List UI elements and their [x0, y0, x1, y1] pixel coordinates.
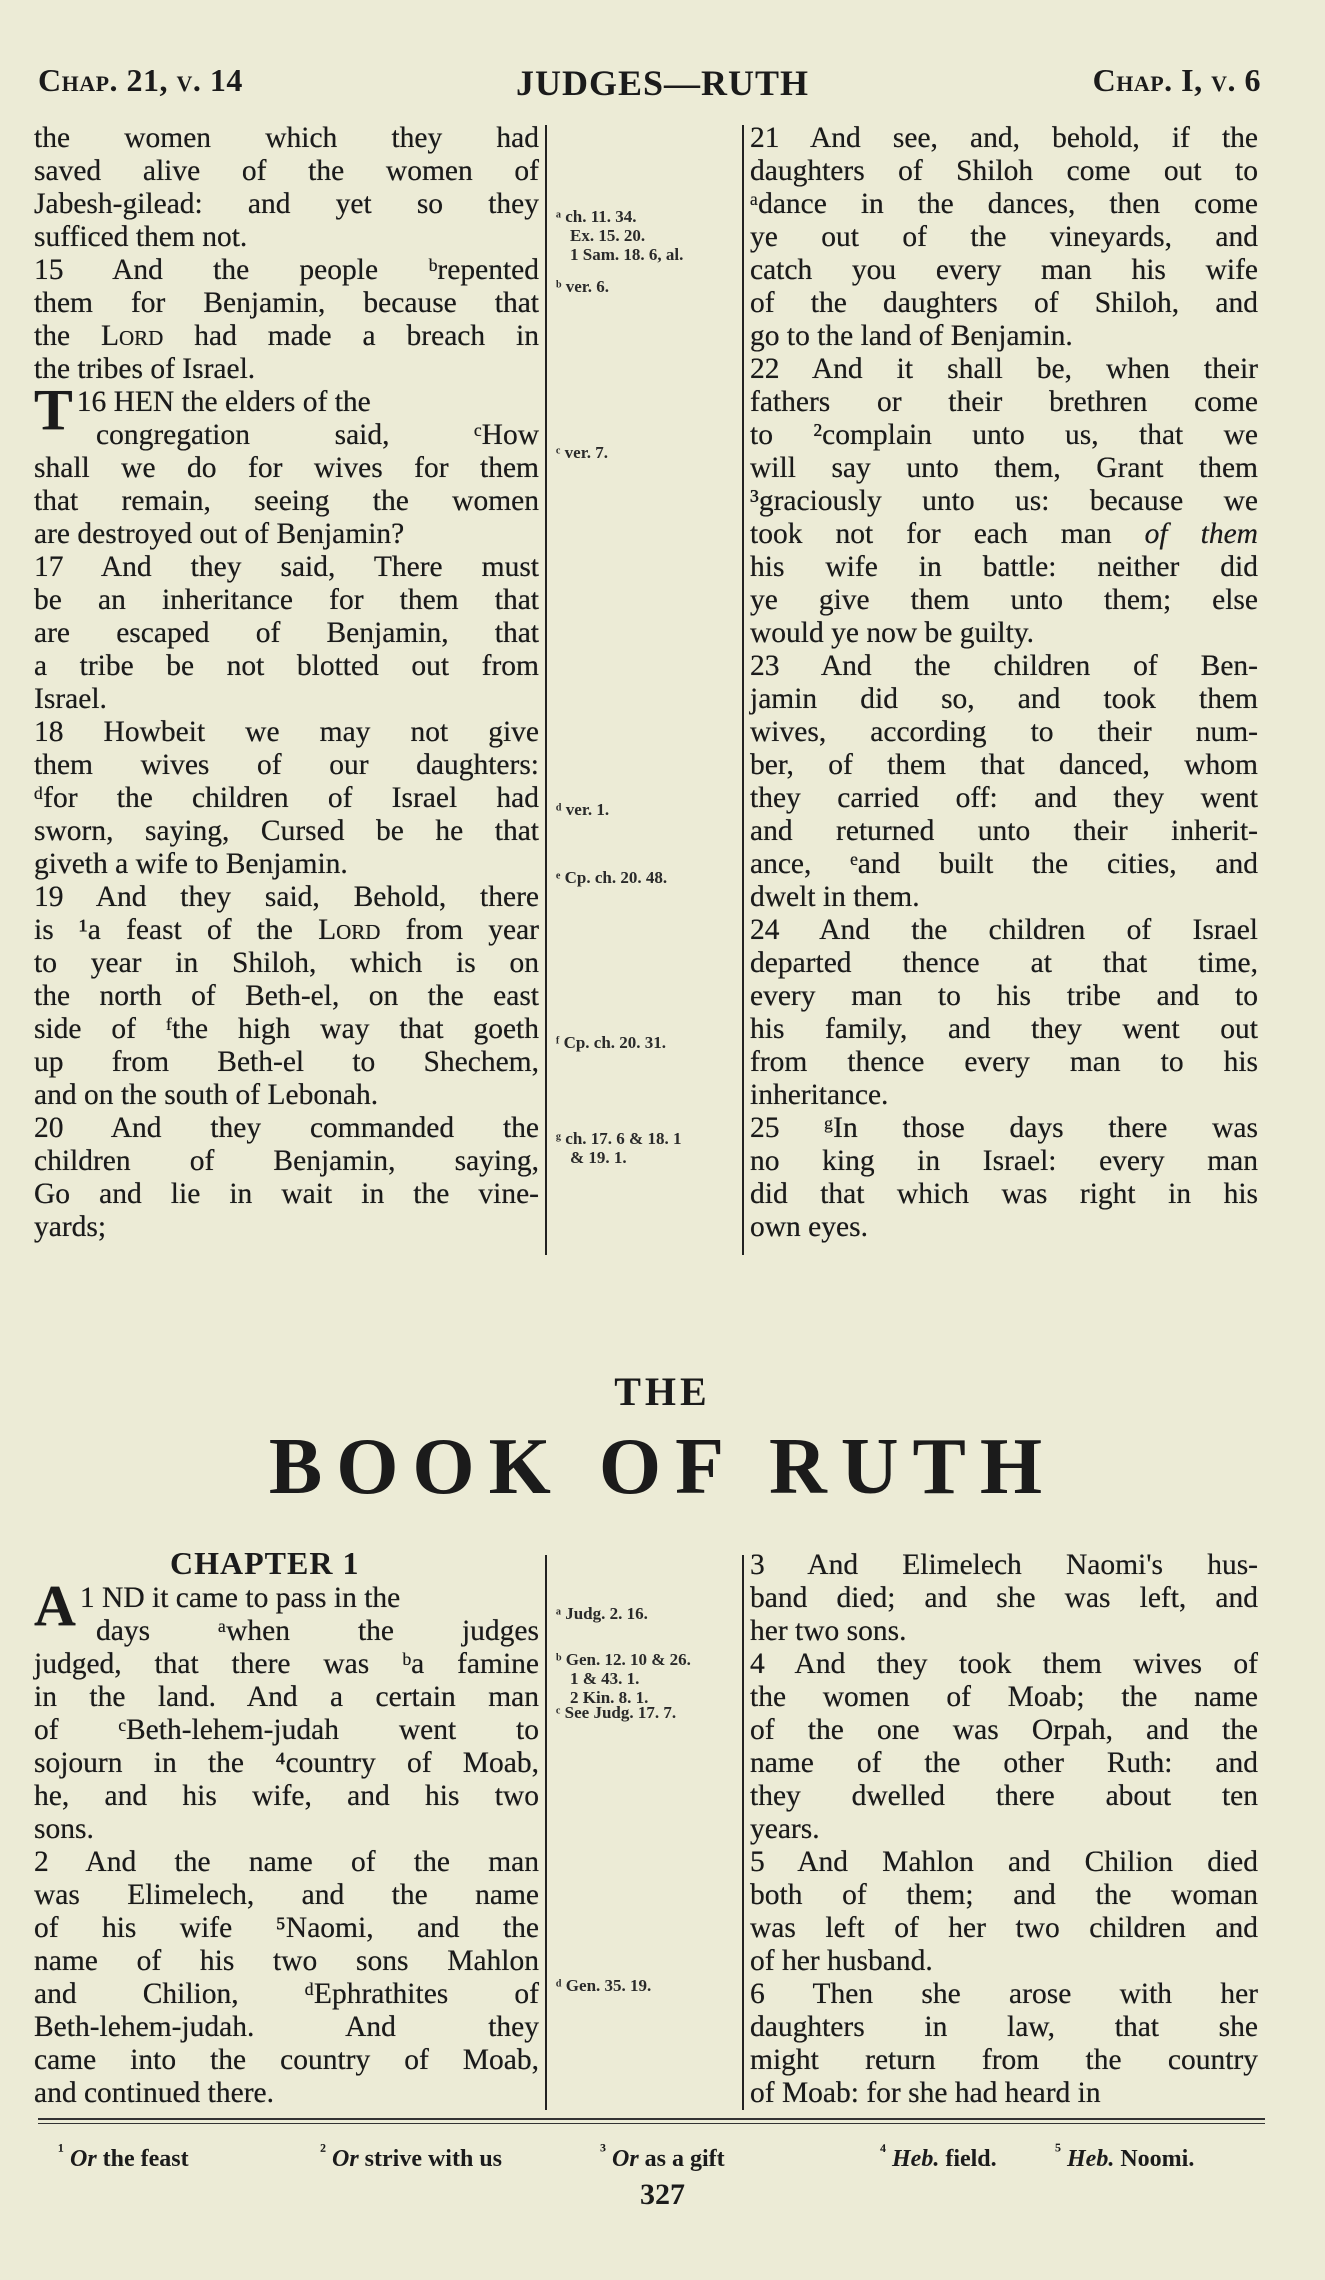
- book-title-the: THE: [614, 1369, 711, 1414]
- text-segment: the: [34, 320, 101, 352]
- small-caps-word: Lord: [318, 914, 381, 946]
- margin-reference-line: ᵃ Judg. 2. 16.: [556, 1604, 648, 1623]
- text-line: shall we do for wives for them: [34, 452, 539, 484]
- ruth-left-column: [34, 1573, 539, 2110]
- text-line: days ᵃwhen the judges: [96, 1615, 539, 1647]
- text-line: they carried off: and they went: [750, 782, 1258, 814]
- text-segment: of them: [1144, 518, 1258, 550]
- text-line: 2 And the name of the man: [34, 1846, 539, 1878]
- text-segment: is ¹a feast of the: [34, 914, 319, 946]
- text-line: departed thence at that time,: [750, 947, 1258, 979]
- text-line: to ²complain unto us, that we: [750, 419, 1258, 451]
- text-line: name of his two sons Mahlon: [34, 1945, 539, 1977]
- chapter-heading: CHAPTER 1: [170, 1545, 360, 1581]
- text-line: [34, 287, 539, 320]
- margin-reference-line: ᵃ ch. 11. 34.: [556, 207, 637, 226]
- text-line: sons.: [34, 1813, 94, 1845]
- footnote-label: Or: [332, 2146, 359, 2172]
- text-line: every man to his tribe and to: [750, 980, 1258, 1012]
- margin-reference: [556, 1703, 746, 1722]
- margin-reference: [556, 1650, 746, 1707]
- text-line: jamin did so, and took them: [750, 683, 1258, 715]
- text-line: 23 And the children of Ben-: [750, 650, 1258, 682]
- footnote-text: Noomi.: [1114, 2146, 1195, 2172]
- book-title: BOOK OF RUTH: [268, 1423, 1057, 1511]
- margin-reference-line: 1 Sam. 18. 6, al.: [570, 245, 684, 264]
- text-segment: from year: [380, 914, 540, 946]
- text-line: Israel.: [34, 683, 107, 715]
- margin-reference: [556, 1604, 746, 1623]
- margin-reference: [556, 1033, 746, 1052]
- text-line: 21 And see, and, behold, if the: [750, 122, 1258, 154]
- footnote-text: as a gift: [638, 2146, 725, 2172]
- text-line: a tribe be not blotted out from: [34, 650, 539, 682]
- text-line: his wife in battle: neither did: [750, 551, 1258, 583]
- text-line: of Moab: for she had heard in: [750, 2077, 1101, 2109]
- text-line: 19 And they said, Behold, there: [34, 881, 539, 913]
- text-line: the women which they had: [34, 122, 539, 154]
- text-line: of the one was Orpah, and the: [750, 1714, 1258, 1746]
- margin-reference-line: ᶜ ver. 7.: [556, 443, 608, 462]
- text-line: dwelt in them.: [750, 881, 920, 913]
- margin-reference: [556, 1976, 746, 1995]
- footnote: [880, 2140, 997, 2173]
- text-segment: them for Benjamin, because that: [34, 287, 539, 319]
- text-line: her two sons.: [750, 1615, 907, 1647]
- text-line: Beth-lehem-judah. And they: [34, 2011, 539, 2043]
- margin-reference-line: ᵈ ver. 1.: [556, 800, 610, 819]
- text-line: the north of Beth-el, on the east: [34, 980, 539, 1012]
- text-line: inheritance.: [750, 1079, 889, 1111]
- footnote: [1055, 2140, 1194, 2173]
- text-line: Jabesh-gilead: and yet so they: [34, 188, 539, 220]
- text-line: band died; and she was left, and: [750, 1582, 1258, 1614]
- text-line: name of the other Ruth: and: [750, 1747, 1258, 1779]
- text-line: was Elimelech, and the name: [34, 1879, 539, 1911]
- judges-right-column: [750, 122, 1258, 1244]
- margin-reference: [556, 1129, 746, 1167]
- margin-reference-line: ᵉ Cp. ch. 20. 48.: [556, 868, 668, 887]
- text-line: are escaped of Benjamin, that: [34, 617, 539, 649]
- text-line: ye give them unto them; else: [750, 584, 1258, 616]
- text-line: 22 And it shall be, when their: [750, 353, 1258, 385]
- text-line: to year in Shiloh, which is on: [34, 947, 539, 979]
- text-line: 3 And Elimelech Naomi's hus-: [750, 1549, 1258, 1581]
- text-line: of ᶜBeth-lehem-judah went to: [34, 1714, 539, 1746]
- footnote: [320, 2140, 502, 2173]
- footnote-text: the feast: [96, 2146, 189, 2172]
- footnote-mark: ³: [600, 2140, 606, 2162]
- footnote-text: strive with us: [358, 2146, 503, 2172]
- running-head-right: Chap. I, v. 6: [1092, 62, 1261, 98]
- running-head-left: Chap. 21, v. 14: [38, 62, 243, 98]
- small-caps-word: Lord: [100, 320, 164, 352]
- text-line: [750, 518, 1258, 551]
- text-line: they dwelled there about ten: [750, 1780, 1258, 1812]
- margin-reference-line: Ex. 15. 20.: [570, 226, 646, 245]
- column-rule: [545, 125, 547, 1255]
- text-line: 17 And they said, There must: [34, 551, 539, 583]
- margin-reference: [556, 277, 746, 296]
- text-line: ³graciously unto us: because we: [750, 485, 1258, 517]
- judges-left-column: [34, 122, 539, 1244]
- verse-number: 1: [79, 1582, 103, 1614]
- text-line: 6 Then she arose with her: [750, 1978, 1258, 2010]
- verse-number: 16: [76, 386, 114, 418]
- text-line: be an inheritance for them that: [34, 584, 539, 616]
- text-line: ᵃdance in the dances, then come: [750, 188, 1258, 220]
- text-line: was left of her two children and: [750, 1912, 1258, 1944]
- text-line: 18 Howbeit we may not give: [34, 716, 539, 748]
- text-line: own eyes.: [750, 1211, 868, 1243]
- text-line: are destroyed out of Benjamin?: [34, 518, 405, 550]
- text-segment: HEN the elders of the: [113, 386, 371, 418]
- text-line: 5 And Mahlon and Chilion died: [750, 1846, 1258, 1878]
- margin-reference-line: 2 Kin. 8. 1.: [570, 1688, 649, 1707]
- margin-reference-line: ᶠ Cp. ch. 20. 31.: [556, 1033, 667, 1052]
- text-line: yards;: [34, 1211, 107, 1243]
- text-line: go to the land of Benjamin.: [750, 320, 1073, 352]
- margin-reference-line: ᵍ ch. 17. 6 & 18. 1: [556, 1129, 682, 1148]
- margin-reference: [556, 207, 746, 264]
- running-head-title: JUDGES—RUTH: [515, 63, 810, 103]
- footnote-rule: [38, 2118, 1265, 2120]
- text-line: wives, according to their num-: [750, 716, 1258, 748]
- text-line: Go and lie in wait in the vine-: [34, 1178, 539, 1210]
- drop-cap: A: [34, 1573, 76, 1638]
- column-rule: [742, 125, 744, 1255]
- footnote-mark: ⁴: [880, 2140, 886, 2162]
- margin-reference-line: 1 & 43. 1.: [570, 1669, 640, 1688]
- text-line: them wives of our daughters:: [34, 749, 539, 781]
- text-line: no king in Israel: every man: [750, 1145, 1258, 1177]
- text-line: in the land. And a certain man: [34, 1681, 539, 1713]
- text-line: judged, that there was ᵇa famine: [34, 1648, 539, 1680]
- footnote-text: field.: [939, 2146, 997, 2172]
- footnote-label: Heb.: [892, 2146, 940, 2172]
- text-line: and returned unto their inherit-: [750, 815, 1258, 847]
- text-line: daughters of Shiloh come out to: [750, 155, 1258, 187]
- margin-reference: [556, 800, 746, 819]
- text-line: ᵈfor the children of Israel had: [34, 782, 539, 814]
- text-line: 15 And the people ᵇrepented: [34, 254, 539, 286]
- text-line: daughters in law, that she: [750, 2011, 1258, 2043]
- text-line: would ye now be guilty.: [750, 617, 1035, 649]
- text-line: ance, ᵉand built the cities, and: [750, 848, 1258, 880]
- drop-cap: T: [34, 377, 73, 442]
- footnote-label: Heb.: [1067, 2146, 1115, 2172]
- footnote-rule: [38, 2123, 1265, 2124]
- column-rule: [545, 1555, 547, 2110]
- text-segment: ND it came to pass in the: [102, 1582, 401, 1614]
- text-line: sworn, saying, Cursed be he that: [34, 815, 539, 847]
- text-line: and on the south of Lebonah.: [34, 1079, 379, 1111]
- text-segment: had made a breach in: [163, 320, 539, 352]
- text-line: his family, and they went out: [750, 1013, 1258, 1045]
- footnote-mark: ²: [320, 2140, 326, 2162]
- text-segment: took not for each man: [750, 518, 1145, 550]
- text-line: ye out of the vineyards, and: [750, 221, 1258, 253]
- text-line: did that which was right in his: [750, 1178, 1258, 1210]
- page-number: 327: [640, 2178, 685, 2211]
- text-line: and Chilion, ᵈEphrathites of: [34, 1978, 539, 2010]
- text-line: of his wife ⁵Naomi, and the: [34, 1912, 539, 1944]
- margin-reference-line: ᵈ Gen. 35. 19.: [556, 1976, 652, 1995]
- text-line: catch you every man his wife: [750, 254, 1258, 286]
- text-line: the tribes of Israel.: [34, 353, 256, 385]
- text-line: sufficed them not.: [34, 221, 248, 253]
- margin-reference-line: ᶜ See Judg. 17. 7.: [556, 1703, 677, 1722]
- text-line: 24 And the children of Israel: [750, 914, 1258, 946]
- ruth-right-column: [750, 1549, 1258, 2110]
- text-line: from thence every man to his: [750, 1046, 1258, 1078]
- text-line: he, and his wife, and his two: [34, 1780, 539, 1812]
- text-line: up from Beth-el to Shechem,: [34, 1046, 539, 1078]
- column-rule: [742, 1555, 744, 2110]
- footnote-label: Or: [70, 2146, 97, 2172]
- text-line: came into the country of Moab,: [34, 2044, 539, 2076]
- footnote-mark: ¹: [58, 2140, 64, 2162]
- text-line: might return from the country: [750, 2044, 1258, 2076]
- text-line: 4 And they took them wives of: [750, 1648, 1258, 1680]
- margin-reference-line: ᵇ ver. 6.: [556, 277, 610, 296]
- text-line: years.: [750, 1813, 820, 1845]
- text-line: of the daughters of Shiloh, and: [750, 287, 1258, 319]
- text-line: ber, of them that danced, whom: [750, 749, 1258, 781]
- text-line: congregation said, ᶜHow: [96, 419, 539, 451]
- text-line: 25 ᵍIn those days there was: [750, 1112, 1258, 1144]
- footnote: [600, 2140, 725, 2173]
- text-line: [34, 320, 539, 353]
- footnote: [58, 2140, 189, 2173]
- text-line: the women of Moab; the name: [750, 1681, 1258, 1713]
- footnote-label: Or: [612, 2146, 639, 2172]
- text-line: children of Benjamin, saying,: [34, 1145, 539, 1177]
- footnote-mark: ⁵: [1055, 2140, 1061, 2162]
- text-line: and continued there.: [34, 2077, 275, 2109]
- text-line: saved alive of the women of: [34, 155, 539, 187]
- text-line: will say unto them, Grant them: [750, 452, 1258, 484]
- margin-reference: [556, 443, 746, 462]
- text-line: fathers or their brethren come: [750, 386, 1258, 418]
- text-line: 20 And they commanded the: [34, 1112, 539, 1144]
- text-line: of her husband.: [750, 1945, 933, 1977]
- margin-reference-line: & 19. 1.: [570, 1148, 627, 1167]
- margin-reference-line: ᵇ Gen. 12. 10 & 26.: [556, 1650, 691, 1669]
- text-line: sojourn in the ⁴country of Moab,: [34, 1747, 539, 1779]
- text-line: both of them; and the woman: [750, 1879, 1258, 1911]
- margin-reference: [556, 868, 746, 887]
- text-line: that remain, seeing the women: [34, 485, 539, 517]
- text-line: giveth a wife to Benjamin.: [34, 848, 348, 880]
- text-line: [34, 914, 539, 947]
- text-line: side of ᶠthe high way that goeth: [34, 1013, 539, 1045]
